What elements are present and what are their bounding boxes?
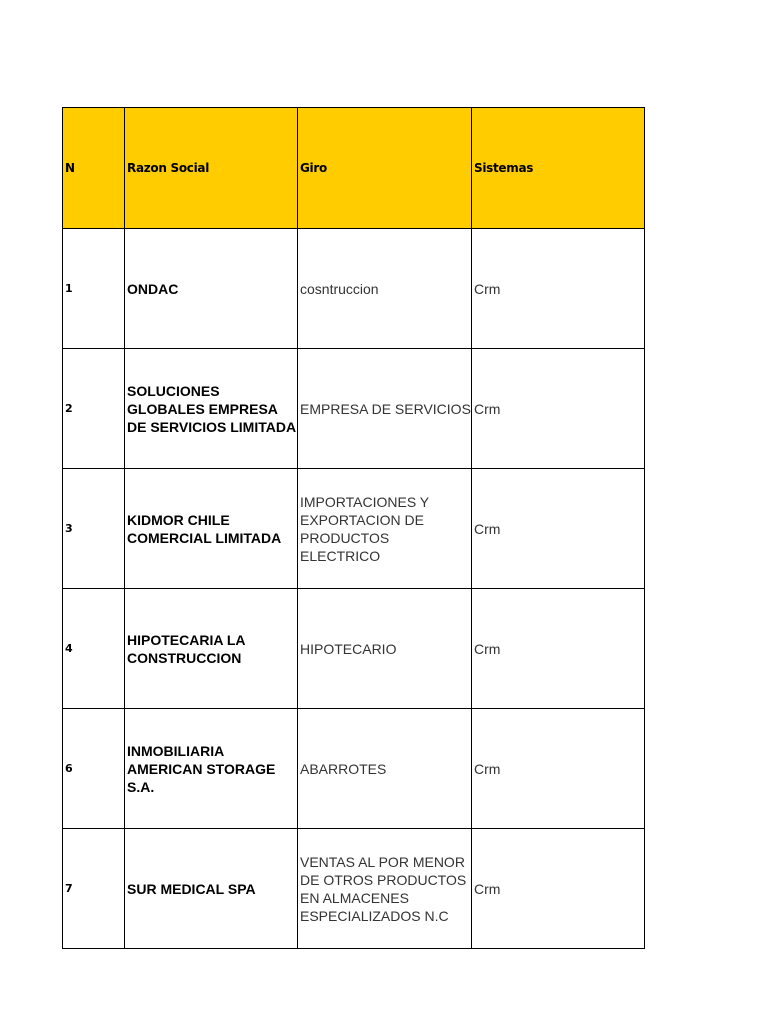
cell-sistemas: Crm (472, 349, 645, 469)
cell-sistemas: Crm (472, 469, 645, 589)
company-table (62, 107, 645, 949)
header-razon-social: Razon Social (125, 108, 298, 229)
table-row (63, 469, 645, 589)
cell-giro: IMPORTACIONES Y EXPORTACION DE PRODUCTOS ELECTRICO (298, 469, 472, 589)
table-row (63, 349, 645, 469)
cell-razon-social: INMOBILIARIA AMERICAN STORAGE S.A. (125, 709, 298, 829)
spreadsheet-table-container (62, 107, 645, 949)
cell-sistemas: Crm (472, 589, 645, 709)
table-row (63, 829, 645, 949)
cell-razon-social: SUR MEDICAL SPA (125, 829, 298, 949)
header-row (63, 108, 645, 229)
cell-sistemas: Crm (472, 229, 645, 349)
cell-n: 6 (63, 709, 125, 829)
cell-giro: HIPOTECARIO (298, 589, 472, 709)
cell-razon-social: KIDMOR CHILE COMERCIAL LIMITADA (125, 469, 298, 589)
cell-giro: ABARROTES (298, 709, 472, 829)
cell-razon-social: SOLUCIONES GLOBALES EMPRESA DE SERVICIOS LIMITADA (125, 349, 298, 469)
header-sistemas: Sistemas (472, 108, 645, 229)
cell-razon-social: ONDAC (125, 229, 298, 349)
table-row (63, 709, 645, 829)
cell-giro: EMPRESA DE SERVICIOS (298, 349, 472, 469)
cell-sistemas: Crm (472, 709, 645, 829)
header-n: N (63, 108, 125, 229)
table-row (63, 589, 645, 709)
cell-n: 3 (63, 469, 125, 589)
cell-giro: VENTAS AL POR MENOR DE OTROS PRODUCTOS EN ALMACENES ESPECIALIZADOS N.C (298, 829, 472, 949)
table-row (63, 229, 645, 349)
cell-n: 7 (63, 829, 125, 949)
cell-razon-social: HIPOTECARIA LA CONSTRUCCION (125, 589, 298, 709)
cell-n: 1 (63, 229, 125, 349)
cell-n: 4 (63, 589, 125, 709)
cell-n: 2 (63, 349, 125, 469)
header-giro: Giro (298, 108, 472, 229)
cell-giro: cosntruccion (298, 229, 472, 349)
cell-sistemas: Crm (472, 829, 645, 949)
